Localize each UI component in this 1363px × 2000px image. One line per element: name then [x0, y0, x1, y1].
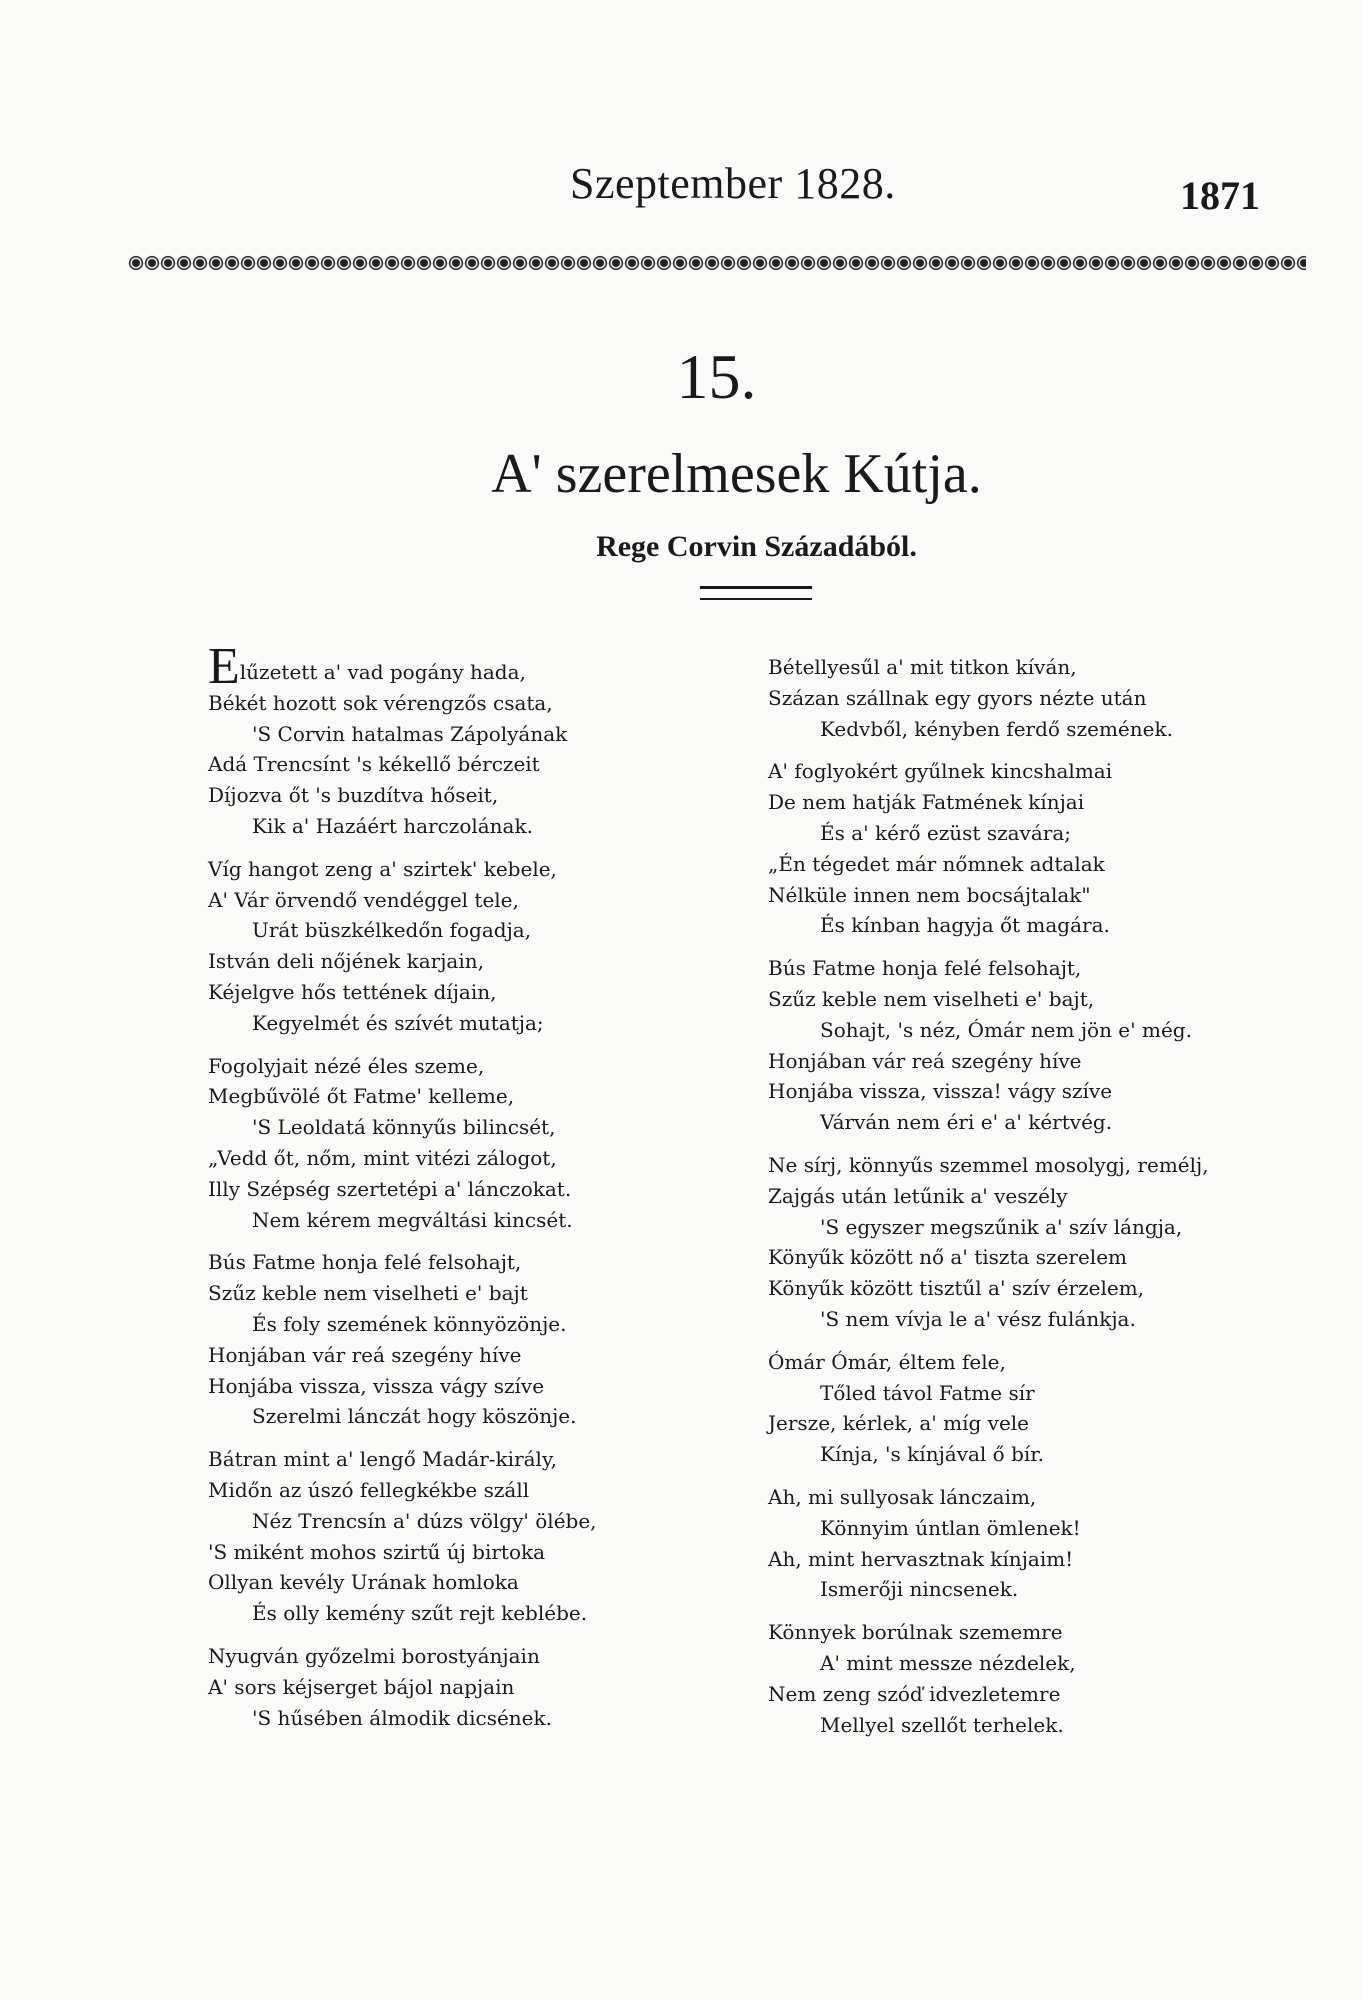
- verse-text: Honjában vár reá szegény híve: [768, 1048, 1082, 1073]
- verse-line: [208, 780, 678, 811]
- verse-text: Várván nem éri e' a' kértvég.: [820, 1110, 1113, 1135]
- verse-text: Nem kérem megváltási kincsét.: [252, 1207, 573, 1232]
- verse-line: [768, 1617, 1268, 1648]
- verse-line: [768, 818, 1268, 849]
- verse-text: Nélküle innen nem bocsájtalak": [768, 882, 1091, 907]
- verse-text: 'S Corvin hatalmas Zápolyának: [252, 721, 568, 746]
- verse-text: Sohajt, 's néz, Ómár nem jön e' még.: [820, 1017, 1192, 1042]
- verse-line: [208, 811, 678, 842]
- verse-text: Tőled távol Fatme sír: [820, 1380, 1035, 1405]
- verse-line: [768, 683, 1268, 714]
- verse-text: Honjába vissza, vissza! vágy szíve: [768, 1079, 1113, 1104]
- verse-line: [208, 885, 678, 916]
- verse-line: [208, 1371, 678, 1402]
- verse-line: [768, 953, 1268, 984]
- verse-line: [208, 1247, 678, 1278]
- verse-line: [768, 1015, 1268, 1046]
- verse-line: [768, 1273, 1268, 1304]
- verse-text: István deli nőjének karjain,: [208, 949, 484, 974]
- verse-line: [208, 1143, 678, 1174]
- verse-text: A' mint messze nézdelek,: [820, 1650, 1076, 1675]
- verse-line: [768, 1378, 1268, 1409]
- verse-line: [768, 1181, 1268, 1212]
- poem-number: 15.: [676, 341, 757, 412]
- verse-text: Nyugván győzelmi borostyánjain: [208, 1643, 540, 1668]
- verse-text: Könyűk között tisztűl a' szív érzelem,: [768, 1276, 1145, 1301]
- verse-text: Honjába vissza, vissza vágy szíve: [208, 1373, 545, 1398]
- verse-line: [768, 1347, 1268, 1378]
- verse-text: Víg hangot zeng a' szirtek' kebele,: [208, 856, 557, 881]
- verse-line: [208, 1444, 678, 1475]
- running-header-date: Szeptember 1828.: [570, 159, 896, 208]
- verse-text: Adá Trencsínt 's kékellő bérczeit: [208, 752, 540, 777]
- verse-line: [208, 1401, 678, 1432]
- verse-text: Ne sírj, könnyűs szemmel mosolygj, remélj,: [768, 1152, 1209, 1177]
- verse-line: [208, 1051, 678, 1082]
- verse-line: [208, 1567, 678, 1598]
- verse-text: Bátran mint a' lengő Madár-király,: [208, 1447, 557, 1472]
- stanza: [768, 1617, 1268, 1740]
- verse-line: [768, 787, 1268, 818]
- verse-text: Honjában vár reá szegény híve: [208, 1342, 522, 1367]
- verse-text: Szűz keble nem viselheti e' bajt,: [768, 986, 1095, 1011]
- verse-text: A' Vár örvendő vendéggel tele,: [208, 887, 519, 912]
- verse-line: [768, 652, 1268, 683]
- verse-text: Illy Szépség szertetépi a' lánczokat.: [208, 1176, 572, 1201]
- verse-line: [208, 1537, 678, 1568]
- page-number: 1871: [1180, 173, 1260, 218]
- ornamental-rule: [128, 252, 1306, 274]
- verse-text: Mellyel szellőt terhelek.: [820, 1712, 1064, 1737]
- verse-line: [208, 1340, 678, 1371]
- stanza: [768, 756, 1268, 941]
- verse-line: [208, 749, 678, 780]
- verse-line: [208, 1641, 678, 1672]
- verse-text: Ollyan kevély Urának homloka: [208, 1570, 519, 1595]
- drop-cap: E: [208, 638, 240, 695]
- verse-line: [208, 1475, 678, 1506]
- verse-line: [768, 1046, 1268, 1077]
- stanza: [768, 953, 1268, 1138]
- verse-text: Ismerőji nincsenek.: [820, 1577, 1019, 1602]
- verse-line: [208, 915, 678, 946]
- verse-text: Kedvből, kényben ferdő szemének.: [820, 716, 1173, 741]
- verse-text: És kínban hagyja őt magára.: [820, 913, 1110, 938]
- title-double-rule: [700, 586, 812, 600]
- verse-text: Ómár Ómár, éltem fele,: [768, 1349, 1006, 1374]
- verse-text: lűzetett a' vad pogány hada,: [239, 660, 526, 684]
- verse-line: [208, 1598, 678, 1629]
- stanza: [768, 1482, 1268, 1605]
- verse-text: De nem hatják Fatmének kínjai: [768, 790, 1085, 815]
- verse-text: Zajgás után letűnik a' veszély: [768, 1183, 1068, 1208]
- verse-line: [768, 910, 1268, 941]
- verse-text: Bús Fatme honja felé felsohajt,: [768, 956, 1082, 981]
- verse-line: [768, 1439, 1268, 1470]
- verse-line: [208, 1672, 678, 1703]
- verse-text: Jersze, kérlek, a' míg vele: [768, 1411, 1030, 1436]
- verse-text: És a' kérő ezüst szavára;: [820, 820, 1071, 845]
- verse-text: Könnyim úntlan ömlenek!: [820, 1515, 1081, 1540]
- verse-text: A' sors kéjserget bájol napjain: [208, 1674, 515, 1699]
- verse-text: 'S egyszer megszűnik a' szív lángja,: [820, 1214, 1183, 1239]
- verse-line: [208, 977, 678, 1008]
- poem-subtitle: Rege Corvin Századából.: [596, 530, 917, 563]
- verse-text: 'S nem vívja le a' vész fulánkja.: [820, 1306, 1136, 1331]
- poem-title: A' szerelmesek Kútja.: [491, 443, 982, 505]
- verse-text: 'S Leoldatá könnyűs bilincsét,: [252, 1115, 556, 1140]
- verse-line: [768, 1304, 1268, 1335]
- stanza: [208, 638, 678, 842]
- verse-line: [768, 1710, 1268, 1741]
- verse-text: Bús Fatme honja felé felsohajt,: [208, 1250, 522, 1275]
- verse-text: Díjozva őt 's buzdítva hőseit,: [208, 783, 499, 808]
- verse-line: [768, 1076, 1268, 1107]
- stanza: [208, 1641, 678, 1733]
- verse-line: [208, 1703, 678, 1734]
- verse-text: Kik a' Hazáért harczolának.: [252, 813, 533, 838]
- verse-text: 'S hűsében álmodik dicsének.: [252, 1705, 552, 1730]
- verse-line: [768, 1212, 1268, 1243]
- verse-text: Bétellyesűl a' mit titkon kíván,: [768, 655, 1077, 679]
- verse-text: És olly kemény szűt rejt keblébe.: [252, 1601, 588, 1626]
- verse-text: Könnyek borúlnak szememre: [768, 1620, 1063, 1645]
- verse-line: [208, 1008, 678, 1039]
- verse-text: „Én tégedet már nőmnek adtalak: [768, 851, 1105, 876]
- verse-text: 'S miként mohos szirtű új birtoka: [208, 1539, 546, 1564]
- verse-text: Nem zeng szóď idvezletemre: [768, 1681, 1061, 1706]
- verse-text: Ah, mint hervasztnak kínjaim!: [768, 1546, 1074, 1571]
- verse-text: Fogolyjait nézé éles szeme,: [208, 1053, 485, 1078]
- verse-line: [768, 1648, 1268, 1679]
- verse-text: Néz Trencsín a' dúzs völgy' ölébe,: [252, 1508, 597, 1533]
- verse-text: Ah, mi sullyosak lánczaim,: [768, 1484, 1037, 1509]
- verse-line: [208, 688, 678, 719]
- poem-column-left: [208, 638, 678, 1745]
- verse-text: Kéjelgve hős tettének díjain,: [208, 979, 497, 1004]
- verse-text: Megbűvölé őt Fatme' kelleme,: [208, 1084, 515, 1109]
- verse-line: [208, 1278, 678, 1309]
- stanza: [768, 652, 1268, 744]
- verse-text: Békét hozott sok vérengzős csata,: [208, 690, 553, 715]
- verse-line: [768, 1107, 1268, 1138]
- verse-line: [768, 1574, 1268, 1605]
- verse-line: [208, 854, 678, 885]
- verse-text: Urát büszkélkedőn fogadja,: [252, 918, 532, 943]
- verse-line: [208, 1112, 678, 1143]
- verse-line: [208, 1205, 678, 1236]
- stanza: [208, 1247, 678, 1432]
- stanza: [768, 1347, 1268, 1470]
- verse-line: [768, 756, 1268, 787]
- stanza: [208, 854, 678, 1039]
- verse-text: Százan szállnak egy gyors nézte után: [768, 685, 1147, 710]
- verse-line: [208, 1309, 678, 1340]
- verse-line: [208, 719, 678, 750]
- verse-text: És foly szemének könnyözönje.: [252, 1311, 567, 1336]
- verse-text: Szűz keble nem viselheti e' bajt: [208, 1281, 528, 1306]
- stanza: [208, 1444, 678, 1629]
- verse-text: Könyűk között nő a' tiszta szerelem: [768, 1245, 1127, 1270]
- verse-line: [208, 946, 678, 977]
- verse-line: [768, 849, 1268, 880]
- verse-text: Szerelmi lánczát hogy köszönje.: [252, 1404, 577, 1429]
- verse-line: [768, 880, 1268, 911]
- verse-line: [768, 1482, 1268, 1513]
- verse-line: [208, 638, 678, 695]
- verse-line: [768, 1242, 1268, 1273]
- verse-line: [208, 1506, 678, 1537]
- verse-line: [768, 714, 1268, 745]
- verse-text: „Vedd őt, nőm, mint vitézi zálogot,: [208, 1145, 557, 1170]
- verse-text: A' foglyokért gyűlnek kincshalmai: [768, 759, 1113, 784]
- verse-line: [208, 1174, 678, 1205]
- stanza: [768, 1150, 1268, 1335]
- verse-line: [768, 1679, 1268, 1710]
- verse-text: Midőn az úszó fellegkékbe száll: [208, 1477, 530, 1502]
- verse-text: Kegyelmét és szívét mutatja;: [252, 1010, 544, 1035]
- verse-text: Kínja, 's kínjával ő bír.: [820, 1442, 1044, 1467]
- verse-line: [768, 1408, 1268, 1439]
- verse-line: [768, 1150, 1268, 1181]
- verse-line: [768, 1544, 1268, 1575]
- stanza: [208, 1051, 678, 1236]
- verse-line: [768, 1513, 1268, 1544]
- verse-line: [208, 1081, 678, 1112]
- poem-column-right: [768, 652, 1268, 1752]
- verse-line: [768, 984, 1268, 1015]
